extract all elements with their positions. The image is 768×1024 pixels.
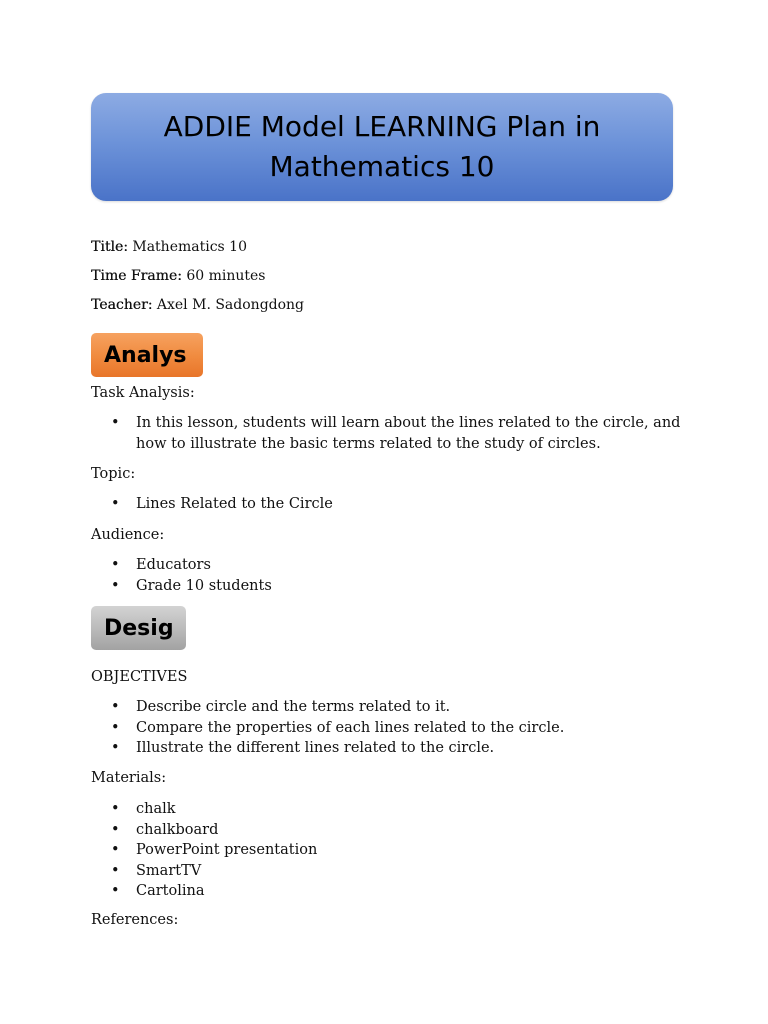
- list-item: • Lines Related to the Circle: [91, 494, 691, 515]
- task-analysis-heading: Task Analysis:: [91, 385, 195, 401]
- audience-list: [91, 555, 691, 596]
- meta-timeframe-label: Time Frame:: [91, 268, 182, 284]
- list-item: • PowerPoint presentation: [91, 840, 691, 861]
- topic-list: [91, 494, 691, 515]
- meta-title-label: Title:: [91, 239, 128, 255]
- list-item: • Cartolina: [91, 881, 691, 902]
- list-item: • Illustrate the different lines related to the circle.: [91, 738, 691, 759]
- design-section-tab: [91, 606, 186, 650]
- list-item: • Describe circle and the terms related to it.: [91, 697, 691, 718]
- list-item: • Grade 10 students: [91, 576, 691, 597]
- meta-teacher-value: Axel M. Sadongdong: [156, 297, 305, 313]
- objectives-list: [91, 697, 691, 759]
- materials-heading: Materials:: [91, 770, 167, 786]
- analysis-section-tab: [91, 333, 203, 377]
- list-item: • chalkboard: [91, 820, 691, 841]
- objectives-heading: OBJECTIVES: [91, 669, 188, 685]
- topic-heading: Topic:: [91, 466, 136, 482]
- list-item: • chalk: [91, 799, 691, 820]
- meta-timeframe-row: [91, 267, 265, 285]
- list-item: • SmartTV: [91, 861, 691, 882]
- meta-teacher-row: [91, 296, 304, 314]
- title-banner: [91, 93, 673, 201]
- design-tab-label: Desig: [104, 615, 174, 641]
- meta-teacher-label: Teacher:: [91, 297, 153, 313]
- materials-list: [91, 799, 691, 902]
- list-item: • Compare the properties of each lines related to the circle.: [91, 718, 691, 739]
- document-title: ADDIE Model LEARNING Plan in Mathematics 10: [163, 110, 601, 183]
- meta-title-value: Mathematics 10: [132, 239, 247, 255]
- list-item: • Educators: [91, 555, 691, 576]
- meta-title-row: [91, 238, 247, 256]
- audience-heading: Audience:: [91, 527, 165, 543]
- references-heading: References:: [91, 912, 179, 928]
- list-item: • In this lesson, students will learn about the lines related to the circle, and how to illustrate the basic terms related to the study of circles.: [91, 413, 691, 454]
- analysis-tab-label: Analys: [104, 342, 187, 368]
- meta-timeframe-value: 60 minutes: [186, 268, 266, 284]
- task-analysis-list: [91, 413, 691, 454]
